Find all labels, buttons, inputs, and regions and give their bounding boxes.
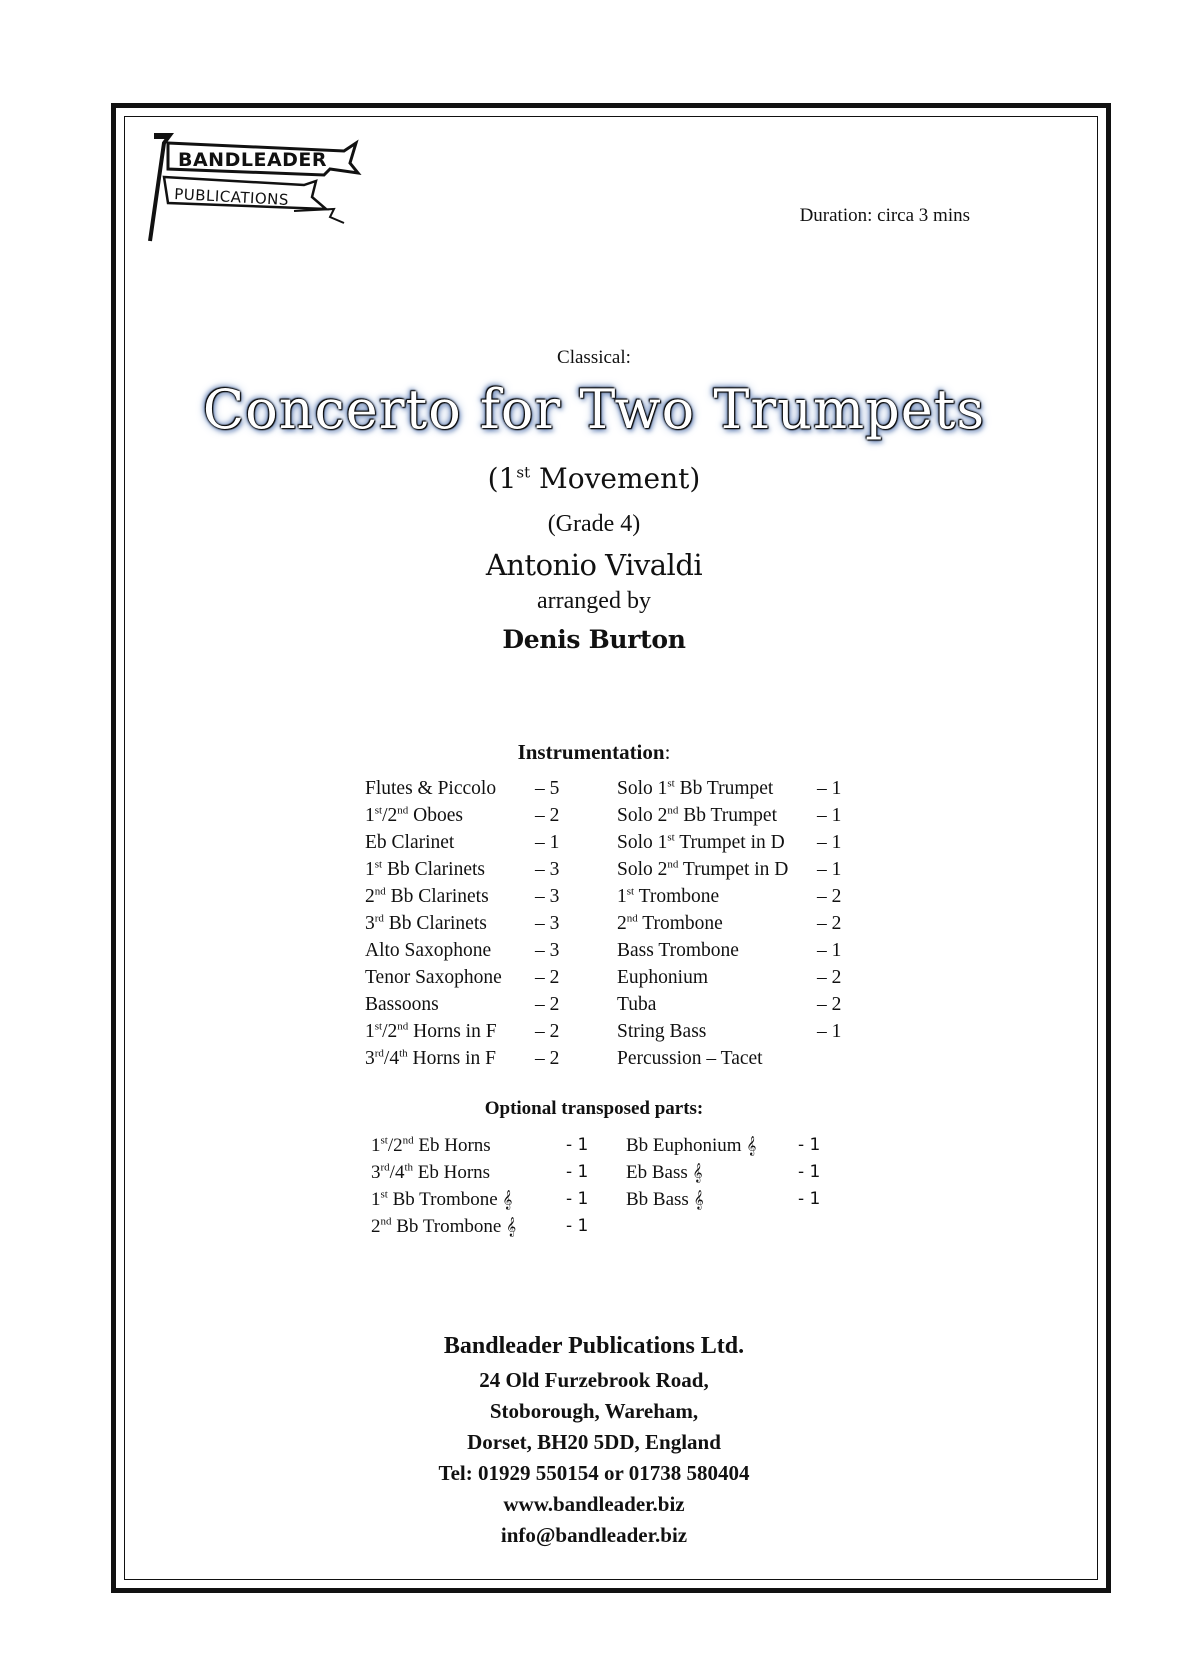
part-name-pre: 2 — [617, 913, 627, 934]
part-name-pre: Bb Euphonium — [626, 1135, 747, 1156]
part-count: - 1 — [566, 1189, 589, 1209]
part-name-pre: Tenor Saxophone — [365, 967, 502, 988]
part-count: – 1 — [817, 859, 842, 880]
part-name-mid: /2 — [382, 805, 398, 826]
part-name-pre: 1 — [371, 1135, 381, 1156]
part-name — [365, 910, 487, 937]
part-name-pre: Solo 1 — [617, 832, 668, 853]
part-name-pre: Flutes & Piccolo — [365, 778, 497, 799]
subtitle-open: (1 — [487, 462, 517, 495]
subtitle-rest: Movement) — [530, 462, 701, 495]
part-count: - 1 — [566, 1162, 589, 1182]
optional-parts-heading: Optional transposed parts: — [484, 1098, 704, 1119]
part-count: – 1 — [817, 778, 842, 799]
part-name — [617, 1018, 706, 1045]
part-name-s2: nd — [397, 804, 409, 817]
part-name-pre: Solo 1 — [617, 778, 668, 799]
part-name-pre: Alto Saxophone — [365, 940, 492, 961]
part-name-s2: nd — [397, 1020, 409, 1033]
part-row — [617, 991, 847, 1018]
part-name-s1: st — [626, 885, 635, 898]
part-name — [365, 1045, 496, 1072]
part-name — [617, 883, 719, 910]
treble-clef-icon: 𝄞 — [502, 1190, 513, 1210]
part-name-s1: st — [374, 1020, 383, 1033]
part-name-pre: 3 — [371, 1162, 381, 1183]
part-name-pre: Euphonium — [617, 967, 708, 988]
part-row — [365, 1018, 585, 1045]
part-name — [617, 1045, 763, 1072]
part-row — [626, 1132, 836, 1159]
part-count: – 3 — [535, 886, 560, 907]
optional-list-right — [626, 1132, 836, 1213]
part-count: – 3 — [535, 913, 560, 934]
part-count: – 2 — [535, 994, 560, 1015]
part-row — [365, 964, 585, 991]
duration-text: Duration: circa 3 mins — [799, 205, 970, 226]
part-name-pre: Tuba — [617, 994, 657, 1015]
part-row — [371, 1213, 601, 1240]
part-name-s1: rd — [374, 1047, 384, 1060]
part-count: – 2 — [817, 886, 842, 907]
part-name-pre: 2 — [365, 886, 375, 907]
part-name-s2: th — [399, 1047, 408, 1060]
part-row — [365, 1045, 585, 1072]
part-count: – 2 — [535, 967, 560, 988]
part-name — [371, 1213, 516, 1241]
part-name-post: Horns in F — [408, 1021, 497, 1042]
part-name — [626, 1186, 704, 1214]
part-name-post: Bb Clarinets — [382, 859, 486, 880]
arranger-name: Denis Burton — [502, 625, 686, 654]
part-name-pre: 2 — [371, 1216, 381, 1237]
part-name-post: Bb Clarinets — [385, 886, 489, 907]
part-row — [617, 829, 847, 856]
optional-list-left — [371, 1132, 601, 1240]
part-row — [626, 1186, 836, 1213]
part-name — [365, 991, 439, 1018]
part-count: – 2 — [817, 994, 842, 1015]
part-row — [617, 802, 847, 829]
publisher-address-line3: Dorset, BH20 5DD, England — [467, 1430, 721, 1454]
page-title: Concerto for Two Trumpets — [202, 378, 986, 441]
part-name-s1: nd — [374, 885, 386, 898]
part-name-post: Oboes — [408, 805, 463, 826]
part-count: - 1 — [798, 1189, 821, 1209]
part-name-pre: 3 — [365, 1048, 375, 1069]
instrumentation-heading — [0, 740, 1188, 765]
treble-clef-icon: 𝄞 — [692, 1163, 703, 1183]
part-name-s1: nd — [626, 912, 638, 925]
part-count: - 1 — [798, 1135, 821, 1155]
part-count: – 1 — [817, 805, 842, 826]
part-name-pre: 3 — [365, 913, 375, 934]
part-row — [365, 937, 585, 964]
part-name — [371, 1159, 490, 1186]
part-count: – 1 — [817, 832, 842, 853]
instrument-list-right — [617, 775, 847, 1072]
treble-clef-icon: 𝄞 — [746, 1136, 757, 1156]
part-name — [617, 775, 773, 802]
publisher-address-line1: 24 Old Furzebrook Road, — [479, 1368, 709, 1392]
part-name-post: Bb Clarinets — [383, 913, 487, 934]
bandleader-logo — [144, 133, 384, 243]
part-name-post: Bb Trumpet — [674, 778, 774, 799]
part-name-pre: Bassoons — [365, 994, 439, 1015]
part-row — [365, 775, 585, 802]
part-name-pre: Solo 2 — [617, 859, 668, 880]
part-row — [617, 856, 847, 883]
logo-top-text: BANDLEADER — [178, 149, 328, 171]
part-row — [617, 1018, 847, 1045]
instrumentation-colon: : — [664, 740, 671, 764]
treble-clef-icon: 𝄞 — [693, 1190, 704, 1210]
publisher-telephone: Tel: 01929 550154 or 01738 580404 — [438, 1461, 750, 1485]
arranged-by-label: arranged by — [537, 588, 651, 614]
part-name — [617, 964, 708, 991]
part-count: - 1 — [566, 1135, 589, 1155]
treble-clef-icon: 𝄞 — [506, 1217, 517, 1237]
part-name-post: Trumpet in D — [678, 859, 789, 880]
part-row — [365, 829, 585, 856]
part-name-s1: rd — [374, 912, 384, 925]
part-row — [371, 1132, 601, 1159]
movement-subtitle — [0, 462, 1188, 495]
part-row — [365, 883, 585, 910]
part-name-pre: Eb Bass — [626, 1162, 693, 1183]
part-count: – 1 — [535, 832, 560, 853]
part-count: – 2 — [535, 805, 560, 826]
part-row — [365, 910, 585, 937]
part-count: - 1 — [566, 1216, 589, 1236]
part-name-mid: /4 — [383, 1048, 400, 1069]
part-name-pre: 1 — [365, 859, 375, 880]
part-name-mid: /4 — [389, 1162, 405, 1183]
part-name-pre: Bass Trombone — [617, 940, 739, 961]
part-name-s1: nd — [667, 804, 679, 817]
part-name-s1: st — [667, 777, 675, 790]
part-name — [365, 802, 463, 829]
composer-name: Antonio Vivaldi — [485, 548, 703, 582]
part-name — [365, 937, 491, 964]
part-row — [365, 802, 585, 829]
part-row — [371, 1186, 601, 1213]
part-name-s1: nd — [380, 1215, 392, 1228]
part-name-post: Eb Horns — [413, 1135, 491, 1156]
part-count: – 5 — [535, 778, 560, 799]
publisher-email: info@bandleader.biz — [500, 1523, 688, 1547]
part-row — [365, 856, 585, 883]
part-name-pre: String Bass — [617, 1021, 707, 1042]
part-name — [371, 1186, 512, 1214]
category-label: Classical: — [557, 347, 631, 368]
part-name — [617, 991, 656, 1018]
part-name-s1: st — [380, 1134, 388, 1147]
part-count: – 3 — [535, 940, 560, 961]
part-name — [617, 910, 723, 937]
part-name — [626, 1132, 756, 1160]
part-row — [365, 991, 585, 1018]
part-name-pre: 1 — [371, 1189, 381, 1210]
grade-label: (Grade 4) — [547, 511, 641, 537]
part-name — [617, 829, 785, 856]
part-name-post: Trombone — [634, 886, 720, 907]
part-count: – 3 — [535, 859, 560, 880]
part-count: – 2 — [535, 1021, 560, 1042]
part-name-pre: 1 — [365, 805, 375, 826]
page-border-inner — [124, 116, 1098, 1580]
part-name-post: Horns in F — [407, 1048, 496, 1069]
part-count: – 1 — [817, 940, 842, 961]
part-name-pre: Bb Bass — [626, 1189, 694, 1210]
part-name-post: Bb Trombone — [391, 1216, 507, 1237]
part-row — [617, 883, 847, 910]
part-count: – 2 — [535, 1048, 560, 1069]
part-row — [617, 775, 847, 802]
part-name — [365, 1018, 497, 1045]
part-name — [365, 856, 485, 883]
part-count: – 2 — [817, 967, 842, 988]
part-name-post: Trumpet in D — [674, 832, 785, 853]
part-name — [365, 775, 496, 802]
part-name-mid: /2 — [382, 1021, 398, 1042]
part-name-pre: Solo 2 — [617, 805, 668, 826]
part-name-pre: Percussion – Tacet — [617, 1048, 763, 1069]
part-name — [365, 883, 489, 910]
part-name — [365, 829, 454, 856]
part-name — [371, 1132, 491, 1159]
instrument-list-left — [365, 775, 585, 1072]
part-name-s1: st — [667, 831, 675, 844]
part-name-pre: 1 — [365, 1021, 375, 1042]
part-name-post: Eb Horns — [413, 1162, 491, 1183]
publisher-website: www.bandleader.biz — [503, 1492, 685, 1516]
part-name-s2: nd — [402, 1134, 414, 1147]
part-name-s1: nd — [667, 858, 679, 871]
part-name-s1: rd — [380, 1161, 390, 1174]
part-name — [626, 1159, 703, 1187]
part-row — [626, 1159, 836, 1186]
part-name — [617, 937, 739, 964]
part-name-s2: th — [404, 1161, 414, 1174]
part-row — [617, 1045, 847, 1072]
part-name-s1: st — [374, 858, 383, 871]
part-count: - 1 — [798, 1162, 821, 1182]
part-name-pre: Eb Clarinet — [365, 832, 455, 853]
subtitle-sup: st — [516, 463, 531, 482]
logo-bottom-text: PUBLICATIONS — [173, 185, 290, 210]
part-row — [617, 964, 847, 991]
part-count: – 1 — [817, 1021, 842, 1042]
part-name — [365, 964, 502, 991]
part-name-s1: st — [374, 804, 383, 817]
part-name — [617, 802, 777, 829]
part-name-post: Bb Trumpet — [678, 805, 778, 826]
part-name-s1: st — [380, 1188, 388, 1201]
part-name-pre: 1 — [617, 886, 627, 907]
part-name-post: Bb Trombone — [387, 1189, 503, 1210]
publisher-address-line2: Stoborough, Wareham, — [489, 1399, 699, 1423]
part-count: – 2 — [817, 913, 842, 934]
part-row — [617, 910, 847, 937]
part-row — [617, 937, 847, 964]
part-name-post: Trombone — [637, 913, 723, 934]
part-name-mid: /2 — [387, 1135, 403, 1156]
part-row — [371, 1159, 601, 1186]
publisher-name: Bandleader Publications Ltd. — [443, 1333, 745, 1359]
part-name — [617, 856, 788, 883]
instrumentation-heading-text: Instrumentation — [517, 740, 665, 764]
